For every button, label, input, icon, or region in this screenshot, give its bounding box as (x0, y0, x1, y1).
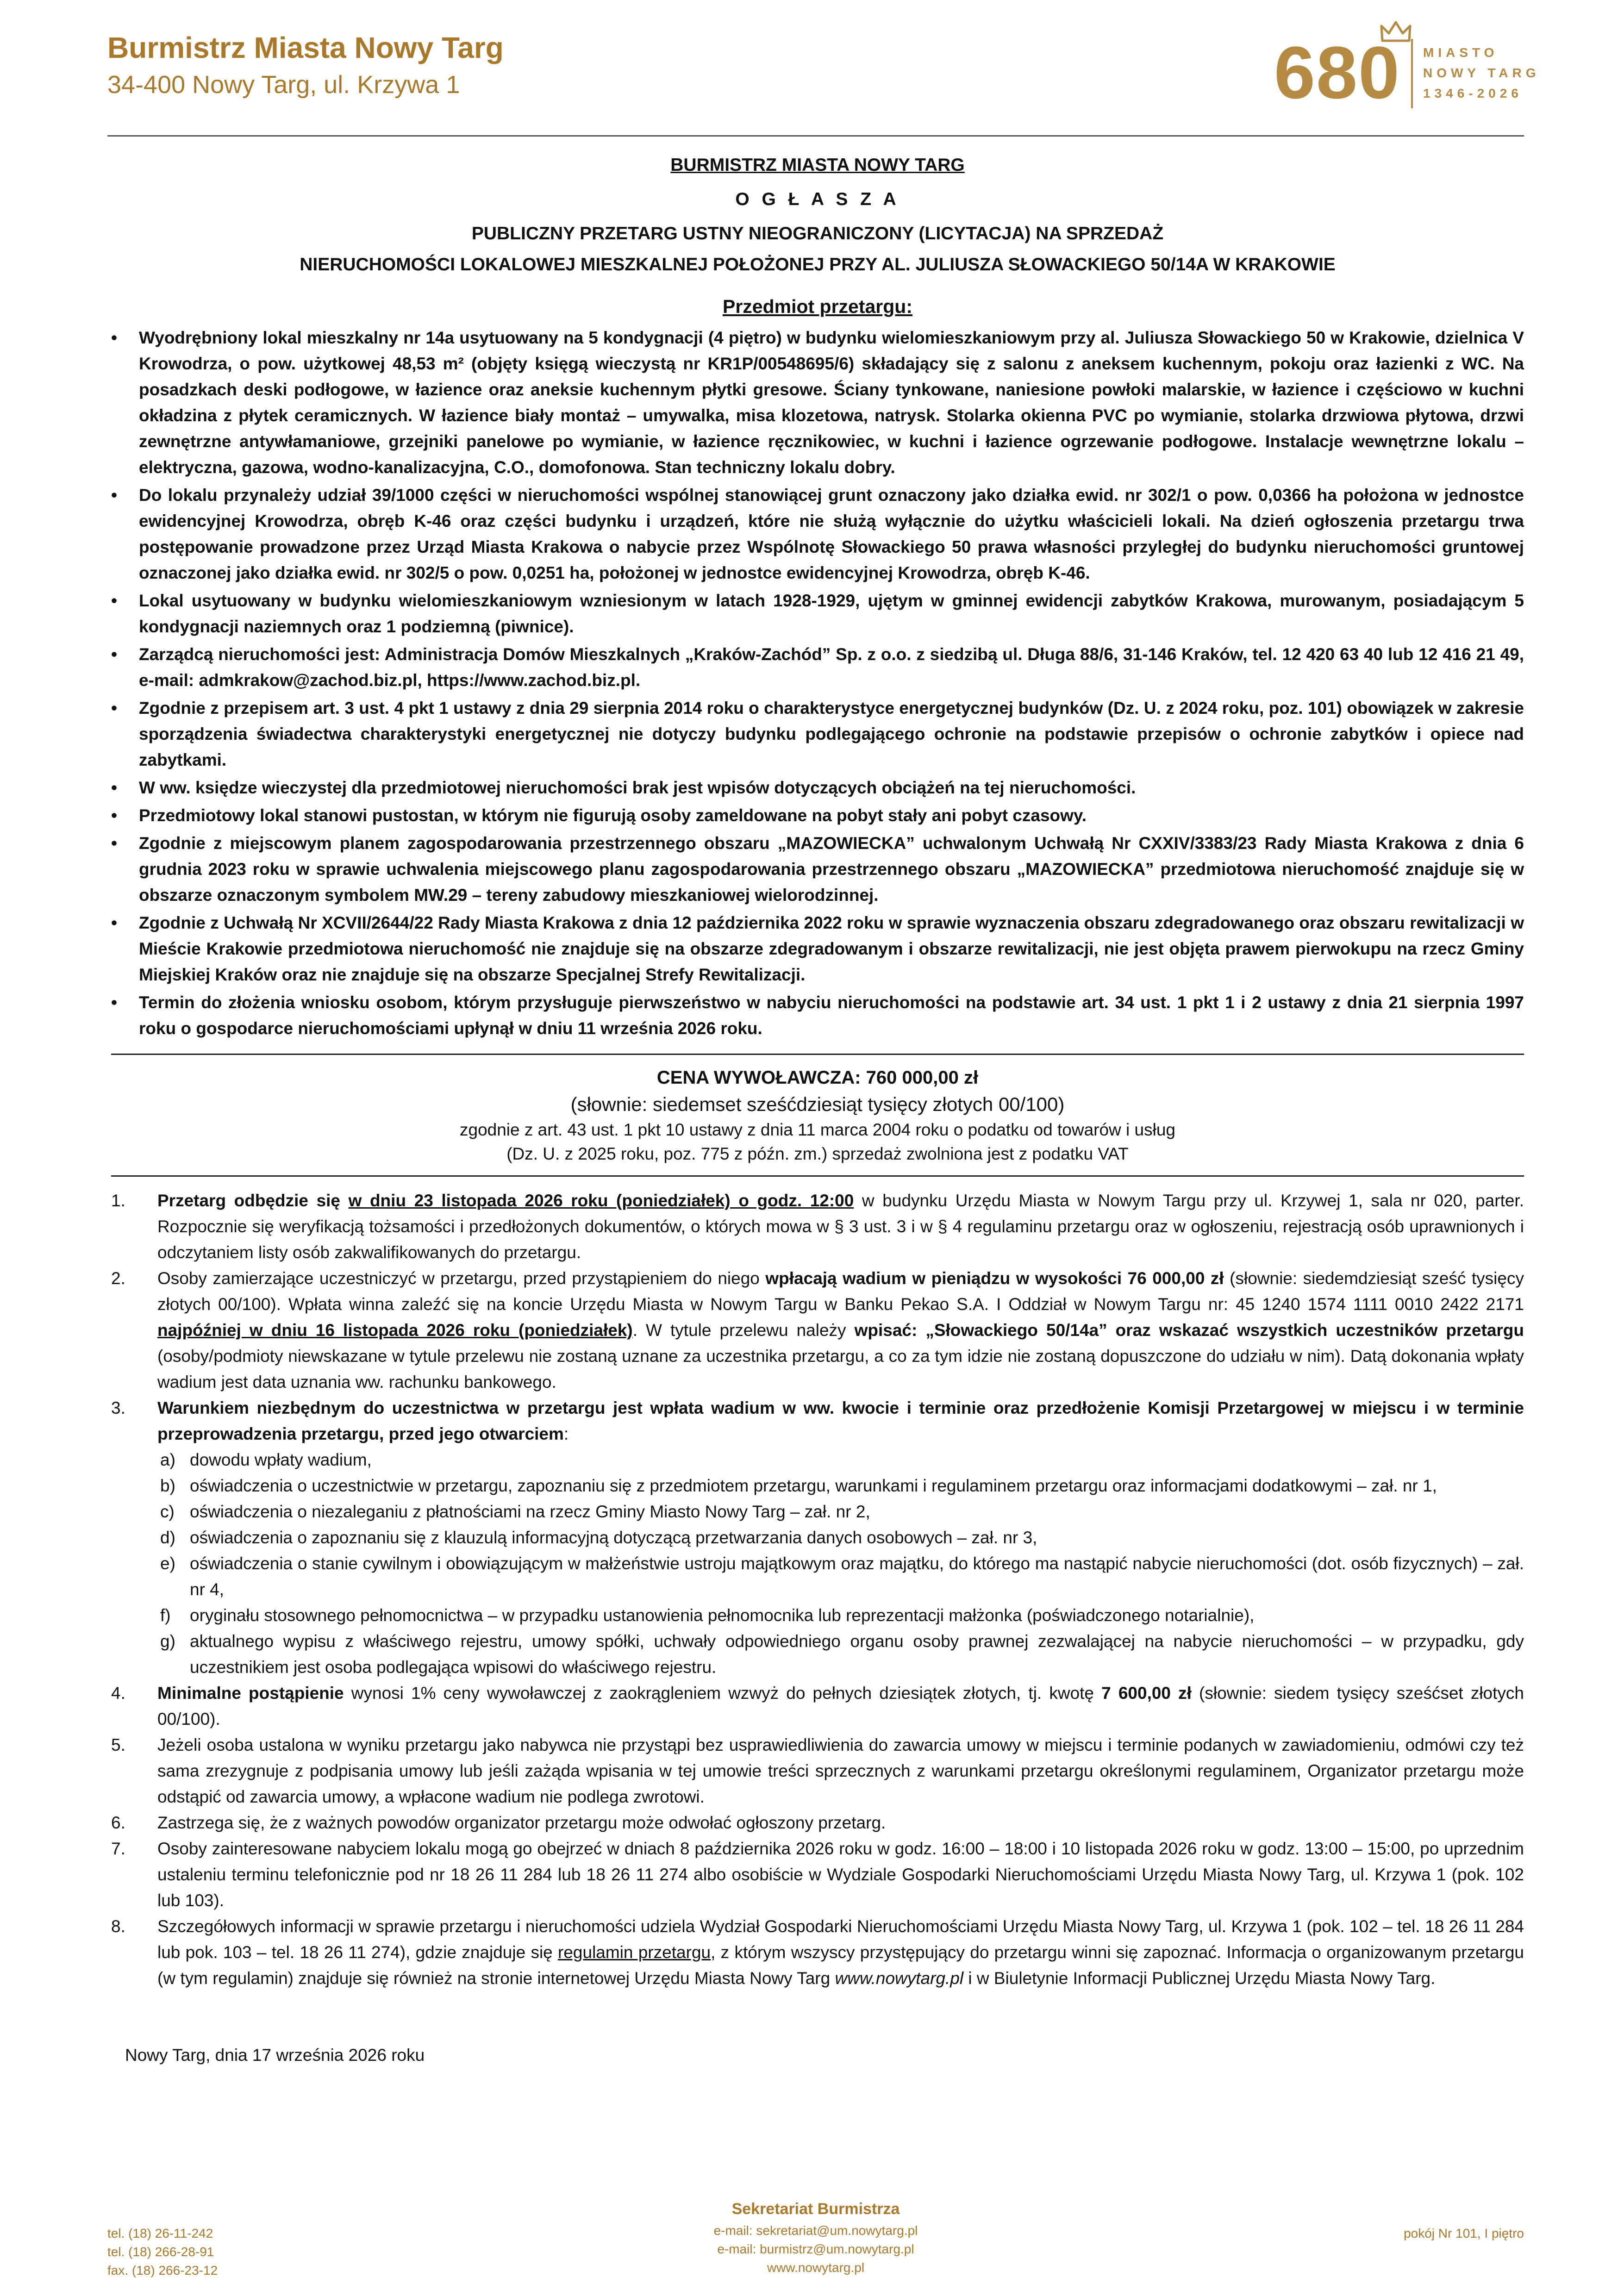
office-address: 34-400 Nowy Targ, ul. Krzywa 1 (107, 71, 460, 99)
footer-fax: fax. (18) 266-23-12 (107, 2263, 218, 2277)
term-number: 6. (111, 1813, 125, 1832)
term-number: 5. (111, 1735, 125, 1754)
term-item: 4. Minimalne postąpienie wynosi 1% ceny wywoławczej z zaokrągleniem wzwyż do pełnych dziesiątek złotych, tj. kwotę 7 600,00 zł (słownie: siedem tysięcy sześćset złotych 00/100). (157, 1680, 1524, 1732)
footer-room: pokój Nr 101, I piętro (1404, 2226, 1524, 2240)
required-documents-list (157, 1447, 1524, 1680)
footer-title: Sekretariat Burmistrza (731, 2200, 900, 2218)
term-item: 5. Jeżeli osoba ustalona w wyniku przetargu jako nabywca nie przystąpi bez usprawiedliwienia do zawarcia umowy w miejscu i terminie podanych w zawiadomieniu, odmówi czy też sama zrezygnuje z podpisania umowy lub jeśli zażąda wpisania w tej umowie treści sprzecznych z warunkami przetargu określonymi regulaminem, Organizator przetargu może odstąpić od zawarcia umowy, a wpłacone wadium nie podlega zwrotowi. (157, 1732, 1524, 1810)
logo-text (1423, 43, 1540, 104)
term-number: 7. (111, 1839, 125, 1858)
logo-line-2: NOWY TARG (1423, 66, 1540, 80)
price-top-divider (111, 1054, 1524, 1055)
header-divider (107, 135, 1524, 137)
subject-item: • Termin do złożenia wniosku osobom, którym przysługuje pierwszeństwo w nabyciu nieruchomości na podstawie art. 34 ust. 1 pkt 1 i 2 ustawy z dnia 21 sierpnia 1997 roku o gospodarce nieruchomościami upłynął w dniu 11 września 2026 roku. (139, 990, 1524, 1042)
logo-divider (1411, 39, 1413, 108)
subject-item: • W ww. księdze wieczystej dla przedmiotowej nieruchomości brak jest wpisów dotyczących obciążeń na tej nieruchomości. (139, 775, 1524, 801)
footer-website[interactable]: www.nowytarg.pl (767, 2260, 865, 2275)
price-bottom-divider (111, 1175, 1524, 1177)
term-number: 4. (111, 1684, 125, 1703)
subject-list (111, 325, 1524, 1042)
term-number: 1. (111, 1191, 125, 1210)
document-item: c) oświadczenia o niezaleganiu z płatnościami na rzecz Gminy Miasto Nowy Targ – zał. nr 2, (160, 1502, 870, 1521)
deposit-amount: wpłacają wadium w pieniądzu w wysokości 76 000,00 zł (765, 1269, 1224, 1288)
term-item: 3. Warunkiem niezbędnym do uczestnictwa w przetargu jest wpłata wadium w ww. kwocie i terminie oraz przedłożenie Komisji Przetargowej w miejscu i w terminie przeprowadzenia przetargu, przed jego otwarciem: a) dowodu wpłaty wadium, b) oświadczenia o uczestnictwie w przetargu, zapoznaniu się z przedmiotem przetargu, warunkami i regulaminem przetargu oraz informacjami dodatkowymi – zał. nr 1, c) oświadczenia o niezaleganiu z płatnościami na rzecz Gminy Miasto Nowy Targ – zał. nr 2, d) oświadczenia o zapoznaniu się z klauzulą informacyjną dotyczącą przetwarzania danych osobowych – zał. nr 3, e) oświadczenia o stanie cywilnym i obowiązującym w małżeństwie ustroju majątkowym oraz majątku, do którego ma nastąpić nabycie nieruchomości (dot. osób fizycznych) – zał. nr 4, f) oryginału stosownego pełnomocnictwa – w przypadku ustanowienia pełnomocnika lub reprezentacji małżonka (poświadczonego notarialnie), g) aktualnego wypisu z właściwego rejestru, umowy spółki, uchwały odpowiedniego organu osoby prawnej zezwalającej na nabycie nieruchomości – w przypadku, gdy uczestnikiem jest osoba podlegająca wpisowi do właściwego rejestru. (157, 1395, 1524, 1680)
term-number: 2. (111, 1269, 125, 1288)
subject-item: • Zgodnie z miejscowym planem zagospodarowania przestrzennego obszaru „MAZOWIECKA” uchwalonym Uchwałą Nr CXXIV/3383/23 Rady Miasta Krakowa z dnia 6 grudnia 2023 roku w sprawie uchwalenia miejscowego planu zagospodarowania przestrzennego obszaru „MAZOWIECKA” przedmiotowa nieruchomość znajduje się w obszarze oznaczonym symbolem MW.29 – tereny zabudowy mieszkaniowej wielorodzinnej. (139, 830, 1524, 908)
footer (107, 2196, 1524, 2289)
subject-item: • Wyodrębniony lokal mieszkalny nr 14a usytuowany na 5 kondygnacji (4 piętro) w budynku wielomieszkaniowym przy al. Juliusza Słowackiego 50 w Krakowie, dzielnica V Krowodrza, o pow. użytkowej 48,53 m² (objęty księgą wieczystą nr KR1P/00548695/6) składający się z salonu z aneksem kuchennym, pokoju oraz łazienki z WC. Na posadzkach deski podłogowe, w łazience oraz aneksie kuchennym płytki gresowe. Ściany tynkowane, naniesione powłoki malarskie, w łazience i częściowo w kuchni okładzina z płytek ceramicznych. W łazience biały montaż – umywalka, misa klozetowa, natrysk. Stolarka okienna PVC po wymianie, stolarka drzwiowa płytowa, drzwi zewnętrzne antywłamaniowe, grzejniki panelowe po wymianie, w łazience ręcznikowiec, w kuchni i łazience ogrzewanie podłogowe. Instalacje wewnętrzne lokalu – elektryczna, gazowa, wodno-kanalizacyjna, C.O., domofonowa. Stan techniczny lokalu dobry. (139, 325, 1524, 480)
announces-heading: O G Ł A S Z A (735, 189, 900, 209)
logo-line-3: 1346-2026 (1423, 86, 1523, 100)
term-item: 6. Zastrzega się, że z ważnych powodów organizator przetargu może odwołać ogłoszony przetarg. (157, 1810, 1524, 1836)
term-item: 1. Przetarg odbędzie się w dniu 23 listopada 2026 roku (poniedziałek) o godz. 12:00 w budynku Urzędu Miasta w Nowym Targu przy ul. Krzywej 1, sala nr 020, parter. Rozpocznie się weryfikacją tożsamości i przedłożonych dokumentów, o których mowa w § 3 ust. 3 i w § 4 regulaminu przetargu oraz w ogłoszeniu, rejestracją osób uprawnionych i odczytaniem listy osób zakwalifikowanych do przetargu. (157, 1188, 1524, 1266)
tender-type-heading: PUBLICZNY PRZETARG USTNY NIEOGRANICZONY (LICYTACJA) NA SPRZEDAŻ (471, 224, 1164, 243)
anniversary-logo (1274, 20, 1540, 114)
date-line: Nowy Targ, dnia 17 września 2026 roku (125, 2046, 425, 2065)
term-item: 7. Osoby zainteresowane nabyciem lokalu mogą go obejrzeć w dniach 8 października 2026 roku w godz. 16:00 – 18:00 i 10 listopada 2026 roku w godz. 13:00 – 15:00, po uprzednim ustaleniu terminu telefonicznie pod nr 18 26 11 284 lub 18 26 11 274 albo osobiście w Wydziale Gospodarki Nieruchomościami Urzędu Miasta Nowy Targ, ul. Krzywa 1 (pok. 102 lub 103). (157, 1836, 1524, 1914)
min-increment: 7 600,00 zł (1101, 1684, 1192, 1703)
terms-list (111, 1188, 1524, 1991)
starting-price: CENA WYWOŁAWCZA: 760 000,00 zł (656, 1067, 979, 1088)
footer-phone: tel. (18) 26-11-242 (107, 2226, 213, 2240)
document-item: e) oświadczenia o stanie cywilnym i obowiązującym w małżeństwie ustroju majątkowym oraz majątku, do którego ma nastąpić nabycie nieruchomości (dot. osób fizycznych) – zał. nr 4, (160, 1554, 1524, 1599)
term-item: 8. Szczegółowych informacji w sprawie przetargu i nieruchomości udziela Wydział Gospodarki Nieruchomościami Urzędu Miasta Nowy Targ, ul. Krzywa 1 (pok. 102 – tel. 18 26 11 284 lub pok. 103 – tel. 18 26 11 274), gdzie znajduje się regulamin przetargu, z którym wszyscy przystępujący do przetargu winni się zapoznać. Informacja o organizowanym przetargu (w tym regulamin) znajduje się również na stronie internetowej Urzędu Miasta Nowy Targ www.nowytarg.pl i w Biuletynie Informacji Publicznej Urzędu Miasta Nowy Targ. (157, 1914, 1524, 1991)
subject-item: • Zgodnie z Uchwałą Nr XCVII/2644/22 Rady Miasta Krakowa z dnia 12 października 2022 roku w sprawie wyznaczenia obszaru zdegradowanego oraz obszaru rewitalizacji w Mieście Krakowie przedmiotowa nieruchomość nie znajduje się na obszarze zdegradowanym i obszarze rewitalizacji, nie jest objęta prawem pierwokupu na rzecz Gminy Miejskiej Kraków oraz nie znajduje się na obszarze Specjalnej Strefy Rewitalizacji. (139, 910, 1524, 988)
subject-item: • Lokal usytuowany w budynku wielomieszkaniowym wzniesionym w latach 1928-1929, ujętym w gminnej ewidencji zabytków Krakowa, murowanym, posiadającym 5 kondygnacji naziemnych oraz 1 podziemną (piwnice). (139, 588, 1524, 640)
document-item: f) oryginału stosownego pełnomocnictwa – w przypadku ustanowienia pełnomocnika lub reprezentacji małżonka (poświadczonego notarialnie), (160, 1606, 1255, 1625)
subject-item: • Do lokalu przynależy udział 39/1000 części w nieruchomości wspólnej stanowiącej grunt oznaczony jako działka ewid. nr 302/1 o pow. 0,0366 ha położona w jednostce ewidencyjnej Krowodrza, obręb K-46 oraz części budynku i urządzeń, które nie służą wyłącznie do użytku właścicieli lokali. Na dzień ogłoszenia przetargu trwa postępowanie prowadzone przez Urząd Miasta Krakowa o nabycie przez Wspólnotę Słowackiego 50 prawa własności przyległej do budynku nieruchomości gruntowej oznaczonej jako działka ewid. nr 302/5 o pow. 0,0251 ha, położonej w jednostce ewidencyjnej Krowodrza, obręb K-46. (139, 482, 1524, 586)
footer-email[interactable]: e-mail: sekretariat@um.nowytarg.pl (713, 2223, 918, 2238)
document-item: a) dowodu wpłaty wadium, (160, 1450, 372, 1469)
vat-note-1: zgodnie z art. 43 ust. 1 pkt 10 ustawy z dnia 11 marca 2004 roku o podatku od towarów i usług (460, 1120, 1175, 1139)
website-link[interactable]: www.nowytarg.pl (835, 1969, 964, 1988)
subject-item: • Zarządcą nieruchomości jest: Administracja Domów Mieszkalnych „Kraków-Zachód” Sp. z o.o. z siedzibą ul. Długa 88/6, 31-146 Kraków, tel. 12 420 63 40 lub 12 416 21 49, e-mail: admkrakow@zachod.biz.pl, https://www.zachod.biz.pl. (139, 642, 1524, 693)
letterhead (107, 0, 1540, 139)
tender-date: w dniu 23 listopada 2026 roku (poniedziałek) o godz. 12:00 (348, 1191, 854, 1210)
price-block (111, 1064, 1524, 1166)
document-item: d) oświadczenia o zapoznaniu się z klauzulą informacyjną dotyczącą przetwarzania danych osobowych – zał. nr 3, (160, 1528, 1037, 1547)
announcement-body (111, 148, 1524, 2068)
term-item: 2. Osoby zamierzające uczestniczyć w przetargu, przed przystąpieniem do niego wpłacają wadium w pieniądzu w wysokości 76 000,00 zł (słownie: siedemdziesiąt sześć tysięcy złotych 00/100). Wpłata winna zaleźć się na koncie Urzędu Miasta w Nowym Targu w Banku Pekao S.A. I Oddział w Nowym Targu nr: 45 1240 1574 1111 0010 2422 2171 najpóźniej w dniu 16 listopada 2026 roku (poniedziałek). W tytule przelewu należy wpisać: „Słowackiego 50/14a” oraz wskazać wszystkich uczestników przetargu (osoby/podmioty niewskazane w tytule przelewu nie zostaną uznane za uczestnika przetargu, a co za tym idzie nie zostaną dopuszczone do udziału w nim). Datą dokonania wpłaty wadium jest data uznania ww. rachunku bankowego. (157, 1266, 1524, 1395)
logo-number: 680 (1274, 31, 1400, 114)
document-item: g) aktualnego wypisu z właściwego rejestru, umowy spółki, uchwały odpowiedniego organu osoby prawnej zezwalającej na nabycie nieruchomości – w przypadku, gdy uczestnikiem jest osoba podlegająca wpisowi do właściwego rejestru. (160, 1632, 1524, 1677)
subject-item: • Przedmiotowy lokal stanowi pustostan, w którym nie figurują osoby zameldowane na pobyt stały ani pobyt czasowy. (139, 803, 1524, 829)
office-name: Burmistrz Miasta Nowy Targ (107, 31, 504, 64)
transfer-title-instruction: wpisać: „Słowackiego 50/14a” oraz wskazać wszystkich uczestników przetargu (854, 1321, 1524, 1340)
property-heading: NIERUCHOMOŚCI LOKALOWEJ MIESZKALNEJ POŁOŻONEJ PRZY AL. JULIUSZA SŁOWACKIEGO 50/14A W KRAKOWIE (300, 255, 1336, 275)
term-number: 3. (111, 1398, 125, 1417)
logo-line-1: MIASTO (1423, 45, 1499, 60)
regulations-link[interactable]: regulamin przetargu (558, 1943, 711, 1962)
vat-note-2: (Dz. U. z 2025 roku, poz. 775 z późn. zm.) sprzedaż zwolniona jest z podatku VAT (506, 1144, 1129, 1163)
deposit-deadline: najpóźniej w dniu 16 listopada 2026 roku (poniedziałek) (157, 1321, 633, 1340)
footer-phone: tel. (18) 266-28-91 (107, 2245, 214, 2259)
footer-email[interactable]: e-mail: burmistrz@um.nowytarg.pl (717, 2242, 914, 2256)
price-in-words: (słownie: siedemset sześćdziesiąt tysięcy złotych 00/100) (570, 1093, 1065, 1115)
subject-title: Przedmiot przetargu: (722, 296, 913, 317)
subject-item: • Zgodnie z przepisem art. 3 ust. 4 pkt 1 ustawy z dnia 29 sierpnia 2014 roku o charakterystyce energetycznej budynków (Dz. U. z 2024 roku, poz. 101) obowiązek w zakresie sporządzenia świadectwa charakterystyki energetycznej nie dotyczy budynku podlegającego ochronie na podstawie przepisów o ochronie zabytków i opiece nad zabytkami. (139, 695, 1524, 773)
footer-contact (107, 2196, 1524, 2277)
term-number: 8. (111, 1917, 125, 1936)
document-item: b) oświadczenia o uczestnictwie w przetargu, zapoznaniu się z przedmiotem przetargu, warunkami i regulaminem przetargu oraz informacjami dodatkowymi – zał. nr 1, (160, 1476, 1437, 1495)
issuer-heading: BURMISTRZ MIASTA NOWY TARG (670, 155, 965, 175)
